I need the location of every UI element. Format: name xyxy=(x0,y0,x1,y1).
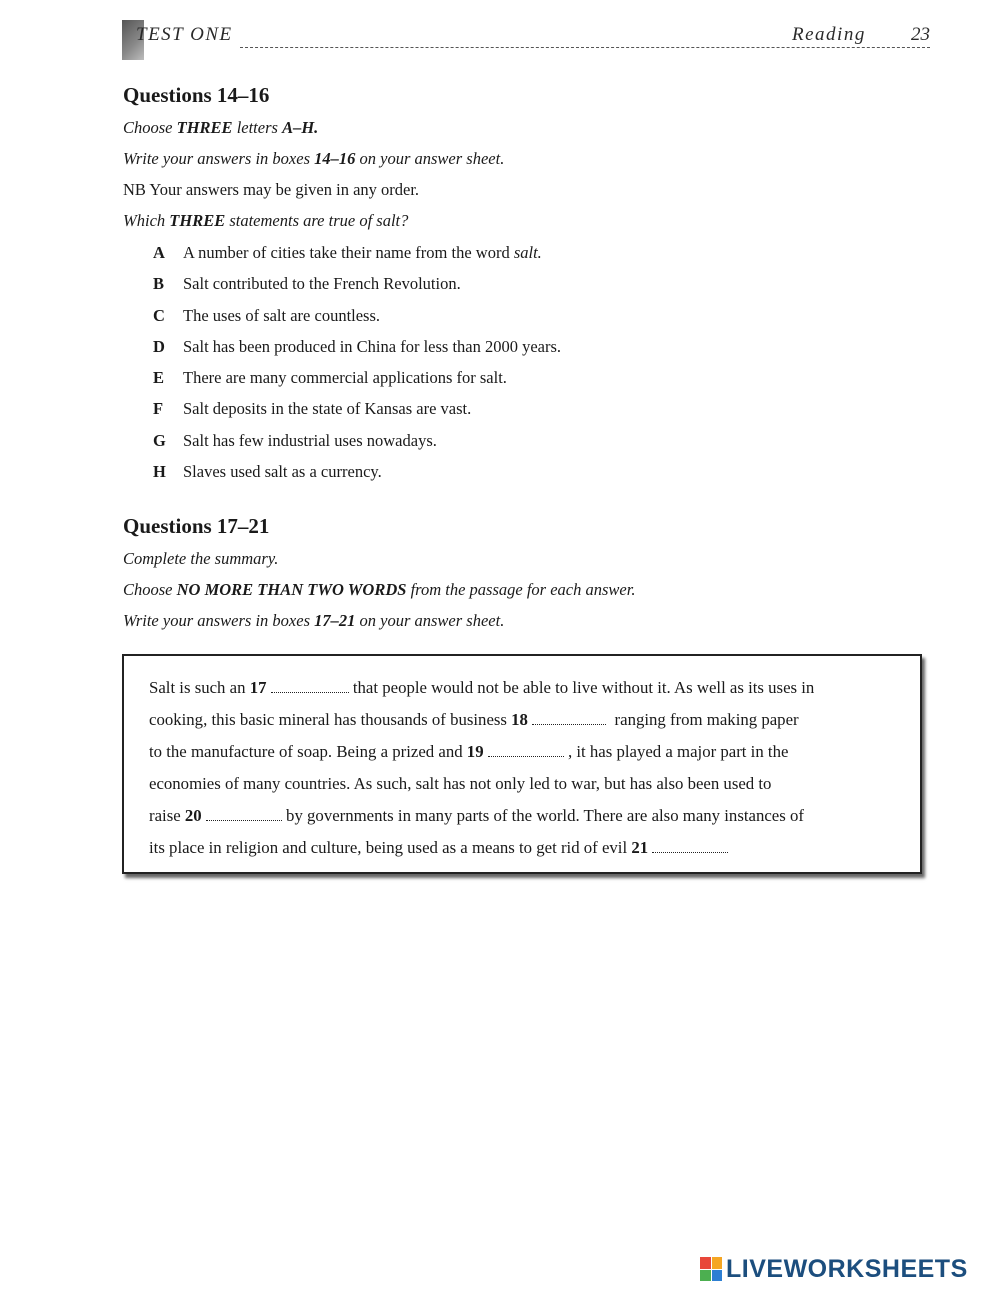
summary-line: to the manufacture of soap. Being a prized and 19 , it has played a major part in the xyxy=(149,742,789,761)
gap-number-18: 18 xyxy=(511,710,528,729)
summary-line: raise 20 by governments in many parts of the world. There are also many instances of xyxy=(149,806,804,825)
questions-17-21-heading: Questions 17–21 xyxy=(123,514,270,538)
option-text: Salt has few industrial uses nowadays. xyxy=(183,430,437,450)
option-letter: G xyxy=(153,430,166,450)
gap-number-21: 21 xyxy=(631,838,649,857)
statement-options-list xyxy=(153,243,561,493)
option-letter: C xyxy=(153,305,165,325)
q14-nb-note: NB Your answers may be given in any order. xyxy=(123,180,420,199)
q17-instruction-choose: Choose NO MORE THAN TWO WORDS from the passage for each answer. xyxy=(123,580,636,599)
liveworksheets-logo[interactable] xyxy=(700,1255,968,1283)
header-section: Reading xyxy=(792,24,866,45)
option-h[interactable] xyxy=(153,462,561,493)
option-a[interactable] xyxy=(153,243,561,274)
cube-tile xyxy=(712,1270,723,1282)
option-e[interactable] xyxy=(153,368,561,399)
summary-line: its place in religion and culture, being used as a means to get rid of evil 21 xyxy=(149,838,728,858)
answer-gap-21[interactable] xyxy=(652,840,728,853)
answer-gap-19[interactable] xyxy=(488,744,564,757)
header-title: TEST ONE xyxy=(136,24,233,45)
option-d[interactable] xyxy=(153,337,561,368)
option-letter: A xyxy=(153,243,165,262)
option-f[interactable] xyxy=(153,399,561,430)
gap-number-20: 20 xyxy=(184,806,202,825)
option-letter: E xyxy=(153,368,165,388)
q17-instruction-write: Write your answers in boxes 17–21 on your answer sheet. xyxy=(123,611,505,630)
option-letter: D xyxy=(153,336,165,356)
option-text: There are many commercial applications for salt. xyxy=(183,368,507,388)
questions-14-16-heading: Questions 14–16 xyxy=(123,83,270,107)
summary-line: economies of many countries. As such, salt has not only led to war, but has also been used to xyxy=(149,774,772,793)
gap-number-17: 17 xyxy=(249,678,267,697)
option-letter: F xyxy=(153,399,164,419)
option-text: Slaves used salt as a currency. xyxy=(183,462,382,482)
cube-tile xyxy=(700,1270,711,1282)
option-c[interactable] xyxy=(153,306,561,337)
option-g[interactable] xyxy=(153,431,561,462)
gap-number-19: 19 xyxy=(466,742,484,761)
logo-cube-icon xyxy=(700,1257,722,1281)
q14-prompt: Which THREE statements are true of salt? xyxy=(123,211,409,230)
summary-box xyxy=(122,654,922,874)
option-text: Salt has been produced in China for less than 2000 years. xyxy=(183,336,562,356)
option-text: Salt contributed to the French Revolution. xyxy=(183,274,461,294)
logo-text: LIVEWORKSHEETS xyxy=(726,1254,968,1283)
q14-instruction-choose: Choose THREE letters A–H. xyxy=(123,118,319,137)
option-text: The uses of salt are countless. xyxy=(183,305,381,325)
header-dashed-rule xyxy=(240,47,930,48)
q17-instruction-complete: Complete the summary. xyxy=(123,549,279,568)
summary-line: cooking, this basic mineral has thousands of business 18 ranging from making paper xyxy=(149,710,799,729)
option-text: Salt deposits in the state of Kansas are vast. xyxy=(183,399,472,419)
q14-instruction-write: Write your answers in boxes 14–16 on your answer sheet. xyxy=(123,149,505,168)
option-text: A number of cities take their name from the word xyxy=(183,243,514,262)
page-header xyxy=(122,20,930,50)
page-number: 23 xyxy=(911,24,930,45)
summary-line: Salt is such an 17 that people would not be able to live without it. As well as its uses in xyxy=(149,678,815,697)
option-letter: B xyxy=(153,274,165,294)
cube-tile xyxy=(700,1257,711,1269)
answer-gap-20[interactable] xyxy=(206,808,282,821)
option-letter: H xyxy=(153,462,166,482)
answer-gap-17[interactable] xyxy=(271,680,349,693)
answer-gap-18[interactable] xyxy=(532,712,606,725)
cube-tile xyxy=(712,1257,723,1269)
option-b[interactable] xyxy=(153,274,561,305)
option-text-emphasis: salt. xyxy=(513,243,542,262)
